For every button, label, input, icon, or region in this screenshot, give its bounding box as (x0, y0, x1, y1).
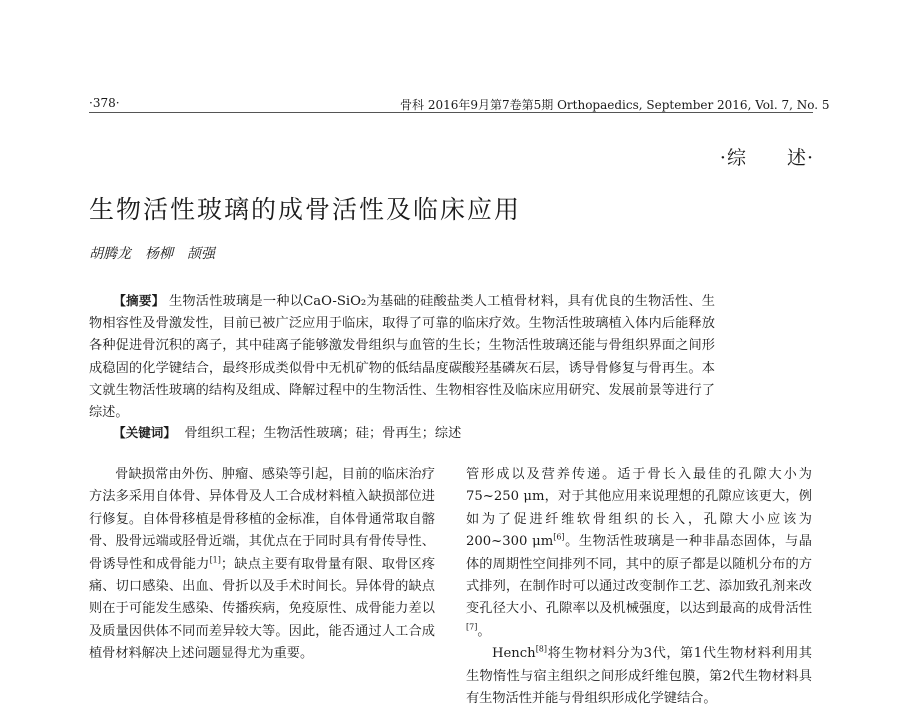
keywords-label: 【关键词】 (113, 425, 176, 440)
section-label: ·综 述· (719, 147, 814, 169)
keywords-text: 骨组织工程；生物活性玻璃；硅；骨再生；综述 (184, 426, 462, 441)
running-header: 骨科 2016年9月第7卷第5期 Orthopaedics, September 2016, Vol. 7, No. 5 (400, 98, 830, 112)
body-text: Hench (492, 646, 536, 662)
article-title: 生物活性玻璃的成骨活性及临床应用 (89, 195, 522, 224)
body-text: 。生物活性玻璃是一种非晶态固体，与晶体的周期性空间排列不同，其中的原子都是以随机分布的方式排列，在制作时可以通过改变制作工艺、添加致孔剂来改变孔径大小、孔隙率以及机械强度，以达到最高的成骨活性 (466, 534, 812, 617)
page-number: ·378· (89, 96, 120, 110)
keywords (89, 422, 715, 445)
body-text: 将生物材料分为3代，第1代生物材料利用其生物惰性与宿主组织之间形成纤维包膜，第2代生物材料具有生物活性并能与骨组织形成化学键结合。 (466, 646, 812, 707)
abstract-label: 【摘要】 (113, 293, 165, 308)
citation: [8] (535, 644, 548, 654)
citation: [6] (553, 532, 565, 542)
header-rule (89, 112, 813, 113)
abstract-text: 生物活性玻璃是一种以CaO-SiO₂为基础的硅酸盐类人工植骨材料，具有优良的生物活性、生物相容性及骨激发性，目前已被广泛应用于临床，取得了可靠的临床疗效。生物活性玻璃植入体内后能释放各种促进骨沉积的离子，其中硅离子能够激发骨组织与血管的生长；生物活性玻璃还能与骨组织界面之间形成稳固的化学键结合，最终形成类似骨中无机矿物的低结晶度碳酸羟基磷灰石层，诱导骨修复与骨再生。本文就生物活性玻璃的结构及组成、降解过程中的生物活性、生物相容性及临床应用研究、发展前景等进行了综述。 (89, 294, 715, 421)
body-text: ；缺点主要有取骨量有限、取骨区疼痛、切口感染、出血、骨折以及手术时间长。异体骨的缺点则在于可能发生感染、传播疾病，免疫原性、成骨能力差以及质量因供体不同而差异较大等。因此，能否通过人工合成植骨材料解决上述问题显得尤为重要。 (89, 556, 436, 662)
body-text: 。 (477, 623, 491, 639)
author-list: 胡腾龙 杨柳 颉强 (89, 246, 215, 262)
body-column-right (466, 464, 812, 710)
citation: [1] (209, 555, 221, 565)
body-column-left (89, 464, 435, 666)
body-text: 骨缺损常由外伤、肿瘤、感染等引起，目前的临床治疗方法多采用自体骨、异体骨及人工合成材料植入缺损部位进行修复。自体骨移植是骨移植的金标准，自体骨通常取自髂骨、股骨远端或胫骨近端，其优点在于同时具有骨传导性、骨诱导性和成骨能力 (89, 467, 435, 572)
abstract (89, 290, 715, 424)
citation: [7] (466, 622, 478, 632)
body-text: 管形成以及营养传递。适于骨长入最佳的孔隙大小为75~250 μm，对于其他应用来说理想的孔隙应该更大，例如为了促进纤维软骨组织的长入，孔隙大小应该为200~300 μm (466, 467, 812, 550)
